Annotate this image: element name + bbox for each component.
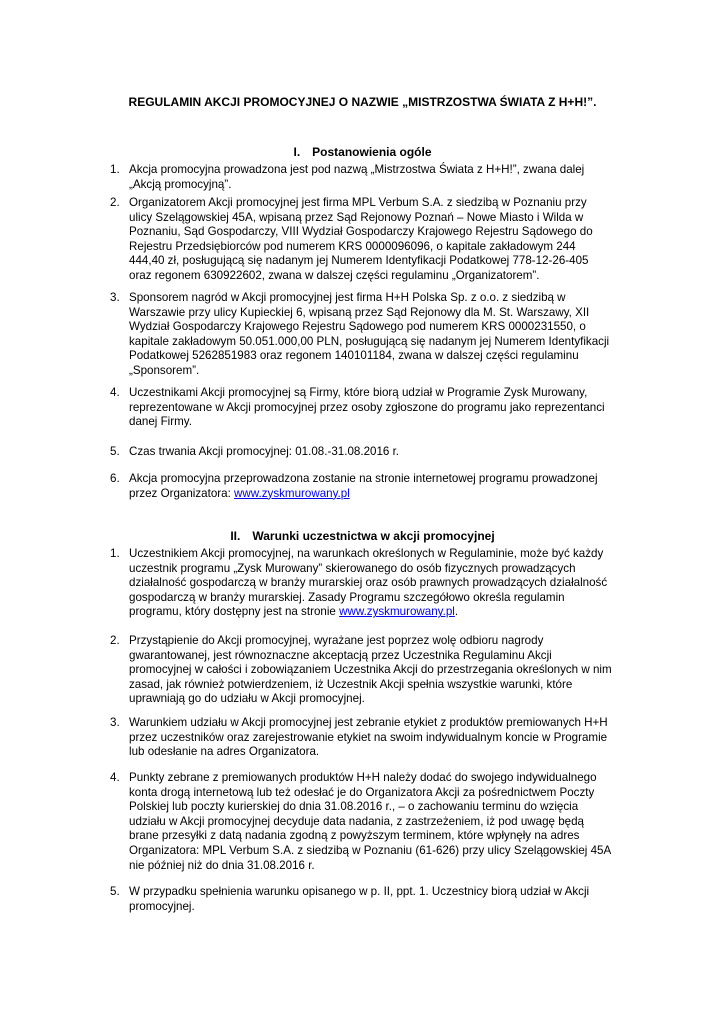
item-text: Przystąpienie do Akcji promocyjnej, wyrażane jest poprzez wolę odbioru nagrody gwarantowanej, jest równoznaczne akceptacją przez Uczestnika Regulaminu Akcji promocyjnej w całości i zobowiązaniem Uczestnika Akcji do przestrzegania określonych w nim zasad, jak również potwierdzeniem, iż Uczestnik Akcji spełnia wszystkie warunki, które uprawniają go do udziału w Akcji promocyjnej. [129, 634, 612, 706]
list-item [110, 445, 638, 460]
section-title: Warunki uczestnictwa w akcji promocyjnej [252, 529, 495, 543]
section-heading-general-provisions [0, 145, 725, 160]
section-title: Postanowienia ogóle [312, 145, 432, 159]
item-text-part: . [454, 605, 459, 619]
item-number: 4. [110, 771, 120, 784]
item-number: 1. [110, 547, 120, 560]
item-text: W przypadku spełnienia warunku opisanego w p. II, ppt. 1. Uczestnicy biorą udział w Akcji promocyjnej. [129, 885, 590, 913]
list-item [110, 291, 638, 379]
item-text: Organizatorem Akcji promocyjnej jest firma MPL Verbum S.A. z siedzibą w Poznaniu przy ulicy Szelągowskiej 45A, wpisaną przez Sąd Rejonowy Poznań – Nowe Miasto i Wilda w Poznaniu, Sąd Gospodarczy, VIII Wydział Gospodarczy Krajowego Rejestru Sądowego do Rejestru Przedsiębiorców pod numerem KRS 0000096096, o kapitale zakładowym 244 444,40 zł, posługującą się nadanym jej Numerem Identyfikacji Podatkowej 778-12-26-405 oraz regonem 630922602, zwana w dalszej części regulaminu „Organizatorem”. [129, 196, 593, 282]
item-text: Sponsorem nagród w Akcji promocyjnej jest firma H+H Polska Sp. z o.o. z siedzibą w Warszawie przy ulicy Kupieckiej 6, wpisaną przez Sąd Rejonowy dla M. St. Warszawy, XII Wydział Gospodarczy Krajowego Rejestru Sądowego pod numerem KRS 0000231550, o kapitale zakładowym 50.051.000,00 PLN, posługującą się nadanym jej Numerem Identyfikacji Podatkowej 5262851983 oraz regonem 140101184, zwana w dalszej części regulaminu „Sponsorem”. [129, 291, 610, 377]
item-number: 3. [110, 716, 120, 729]
list-item [110, 163, 638, 192]
item-text [129, 547, 638, 620]
item-text: Akcja promocyjna prowadzona jest pod nazwą „Mistrzostwa Świata z H+H!”, zwana dalej „Akcją promocyjną”. [129, 163, 585, 191]
item-text: Warunkiem udziału w Akcji promocyjnej jest zebranie etykiet z produktów premiowanych H+H przez uczestników oraz zarejestrowanie etykiet na swoim indywidualnym koncie w Programie lub odesłanie na adres Organizatora. [129, 716, 608, 759]
item-text: Czas trwania Akcji promocyjnej: 01.08.-31.08.2016 r. [129, 445, 400, 458]
section-heading-participation-conditions [0, 529, 725, 544]
list-item [110, 472, 638, 501]
section-number: I. [293, 145, 301, 159]
list-item [110, 771, 638, 873]
list-item [110, 547, 638, 620]
item-text-part: Uczestnikiem Akcji promocyjnej, na warunkach określonych w Regulaminie, może być każdy uczestnik programu „Zysk Murowany” skierowanego do osób fizycznych prowadzących działalność gospodarczą w branży murarskiej oraz osób prawnych prowadzących działalność gospodarczą w branży murarskiej. Zasady Programu szczegółowo określa regulamin programu, który dostępny jest na stronie [129, 547, 608, 619]
document-title: REGULAMIN AKCJI PROMOCYJNEJ O NAZWIE „MISTRZOSTWA ŚWIATA Z H+H!”. [128, 95, 597, 109]
item-text: Uczestnikami Akcji promocyjnej są Firmy, które biorą udział w Programie Zysk Murowany, reprezentowane w Akcji promocyjnej przez osoby zgłoszone do programu jako reprezentanci danej Firmy. [129, 386, 605, 429]
section-number: II. [230, 529, 241, 543]
item-number: 1. [110, 163, 120, 176]
list-item [110, 716, 638, 760]
item-number: 2. [110, 634, 120, 647]
list-item [110, 885, 638, 914]
website-link[interactable]: www.zyskmurowany.pl [339, 605, 455, 619]
item-number: 3. [110, 291, 120, 304]
item-number: 5. [110, 445, 120, 458]
item-number: 2. [110, 196, 120, 209]
item-text [129, 472, 638, 501]
item-text-part: Akcja promocyjna przeprowadzona zostanie na stronie internetowej programu prowadzonej przez Organizatora: [129, 472, 598, 500]
item-number: 5. [110, 885, 120, 898]
list-item [110, 634, 638, 707]
item-number: 4. [110, 386, 120, 399]
website-link[interactable]: www.zyskmurowany.pl [234, 486, 350, 500]
item-text: Punkty zebrane z premiowanych produktów H+H należy dodać do swojego indywidualnego konta drogą internetową lub też odesłać je do Organizatora Akcji za pośrednictwem Poczty Polskiej lub poczty kurierskiej do dnia 31.08.2016 r., – o zachowaniu terminu do wzięcia udziału w Akcji promocyjnej decyduje data nadania, z zastrzeżeniem, iż pod uwagę będą brane przesyłki z datą nadania zgodną z powyższym terminem, które wpłynęły na adres Organizatora: MPL Verbum S.A. z siedzibą w Poznaniu (61-626) przy ulicy Szelągowskiej 45A nie później niż do dnia 31.08.2016 r. [129, 771, 612, 872]
list-item [110, 386, 638, 430]
list-item [110, 196, 638, 284]
item-number: 6. [110, 472, 120, 485]
